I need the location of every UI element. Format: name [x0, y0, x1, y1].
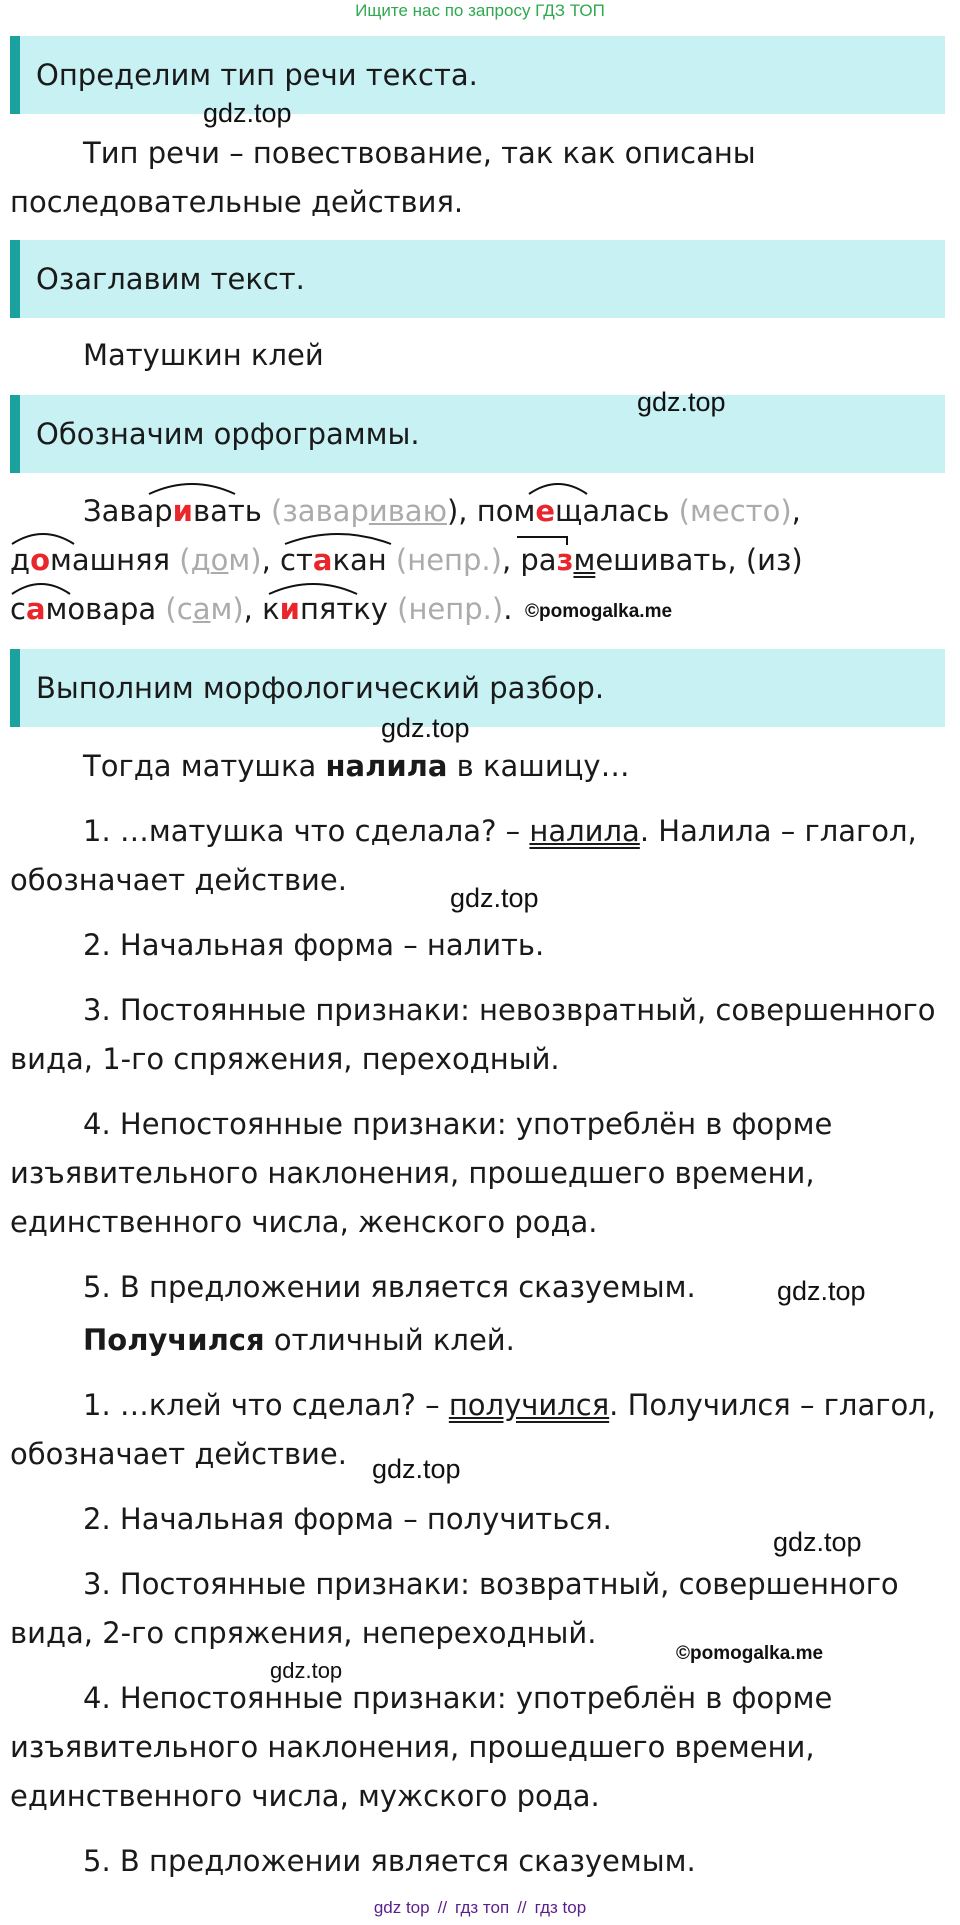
- section-header-title: Озаглавим текст.: [10, 240, 945, 318]
- watermark-gdz: gdz.top: [777, 1276, 866, 1306]
- watermark-gdz: gdz.top: [372, 1454, 461, 1484]
- top-search-hint[interactable]: Ищите нас по запросу ГДЗ ТОП: [355, 1, 605, 20]
- morph-analysis-1: Тогда матушка налила в кашицу… 1. …матушка что сделала? – налила. Налила – глагол, обозначает действие. 2. Начальная форма – налить. 3. Постоянные признаки: невозвратный, совершенного вида, 1-го спряжения, переходный. 4. Непостоянные признаки: употреблён в форме изъявительного наклонения, прошедшего времени, единственного числа, женского рода. 5. В предложении является сказуемым.: [10, 749, 936, 1304]
- speech-type-text: Тип речи – повествование, так как описаны последовательные действия.: [10, 136, 756, 219]
- root-arc-mark: [283, 530, 393, 546]
- text-title: Матушкин клей: [83, 338, 324, 372]
- watermark-gdz: gdz.top: [773, 1527, 862, 1557]
- root-arc-mark: [10, 530, 76, 546]
- prefix-mark: [515, 533, 569, 547]
- bottom-link-gdz-top-mixed[interactable]: гдз top: [534, 1898, 587, 1917]
- section-header-morphology: Выполним морфологический разбор.: [10, 649, 945, 727]
- orthograms-line-1: Заваривать (завариваю), помещалась (место),: [83, 494, 801, 528]
- watermark-pomogalka: ©pomogalka.me: [676, 1643, 824, 1664]
- watermark-gdz: gdz.top: [450, 883, 539, 913]
- morph-analysis-2: Получился отличный клей. 1. …клей что сделал? – получился. Получился – глагол, обозначает действие. 2. Начальная форма – получиться. 3. Постоянные признаки: возвратный, совершенного вида, 2-го спряжения, непереходный. 4. Непостоянные признаки: употреблён в форме изъявительного наклонения, прошедшего времени, единственного числа, мужского рода. 5. В предложении является сказуемым.: [10, 1323, 936, 1878]
- orthograms-line-3: самовара (сам), кипятку (непр.).: [10, 592, 513, 626]
- root-arc-mark: [267, 580, 359, 596]
- watermark-gdz: gdz.top: [270, 1658, 343, 1683]
- bottom-links: gdz top // гдз топ // гдз top: [373, 1898, 587, 1917]
- section-header-orthograms: Обозначим орфограммы.: [10, 395, 945, 473]
- bottom-link-gdz-top-ru[interactable]: гдз топ: [455, 1898, 510, 1917]
- watermark-gdz: gdz.top: [203, 98, 292, 128]
- root-arc-mark: [147, 480, 237, 496]
- root-arc-mark: [10, 580, 72, 596]
- orthograms-line-2: домашняя (дом), стакан (непр.), размешивать, (из): [10, 543, 803, 577]
- watermark-gdz: gdz.top: [381, 713, 470, 743]
- section-header-speech-type: Определим тип речи текста.: [10, 36, 945, 114]
- watermark-pomogalka: ©pomogalka.me: [525, 601, 673, 622]
- watermark-gdz: gdz.top: [637, 387, 726, 417]
- orthograms-text: [10, 487, 945, 634]
- bottom-link-gdz-top[interactable]: gdz top: [373, 1898, 430, 1917]
- root-arc-mark: [527, 480, 589, 496]
